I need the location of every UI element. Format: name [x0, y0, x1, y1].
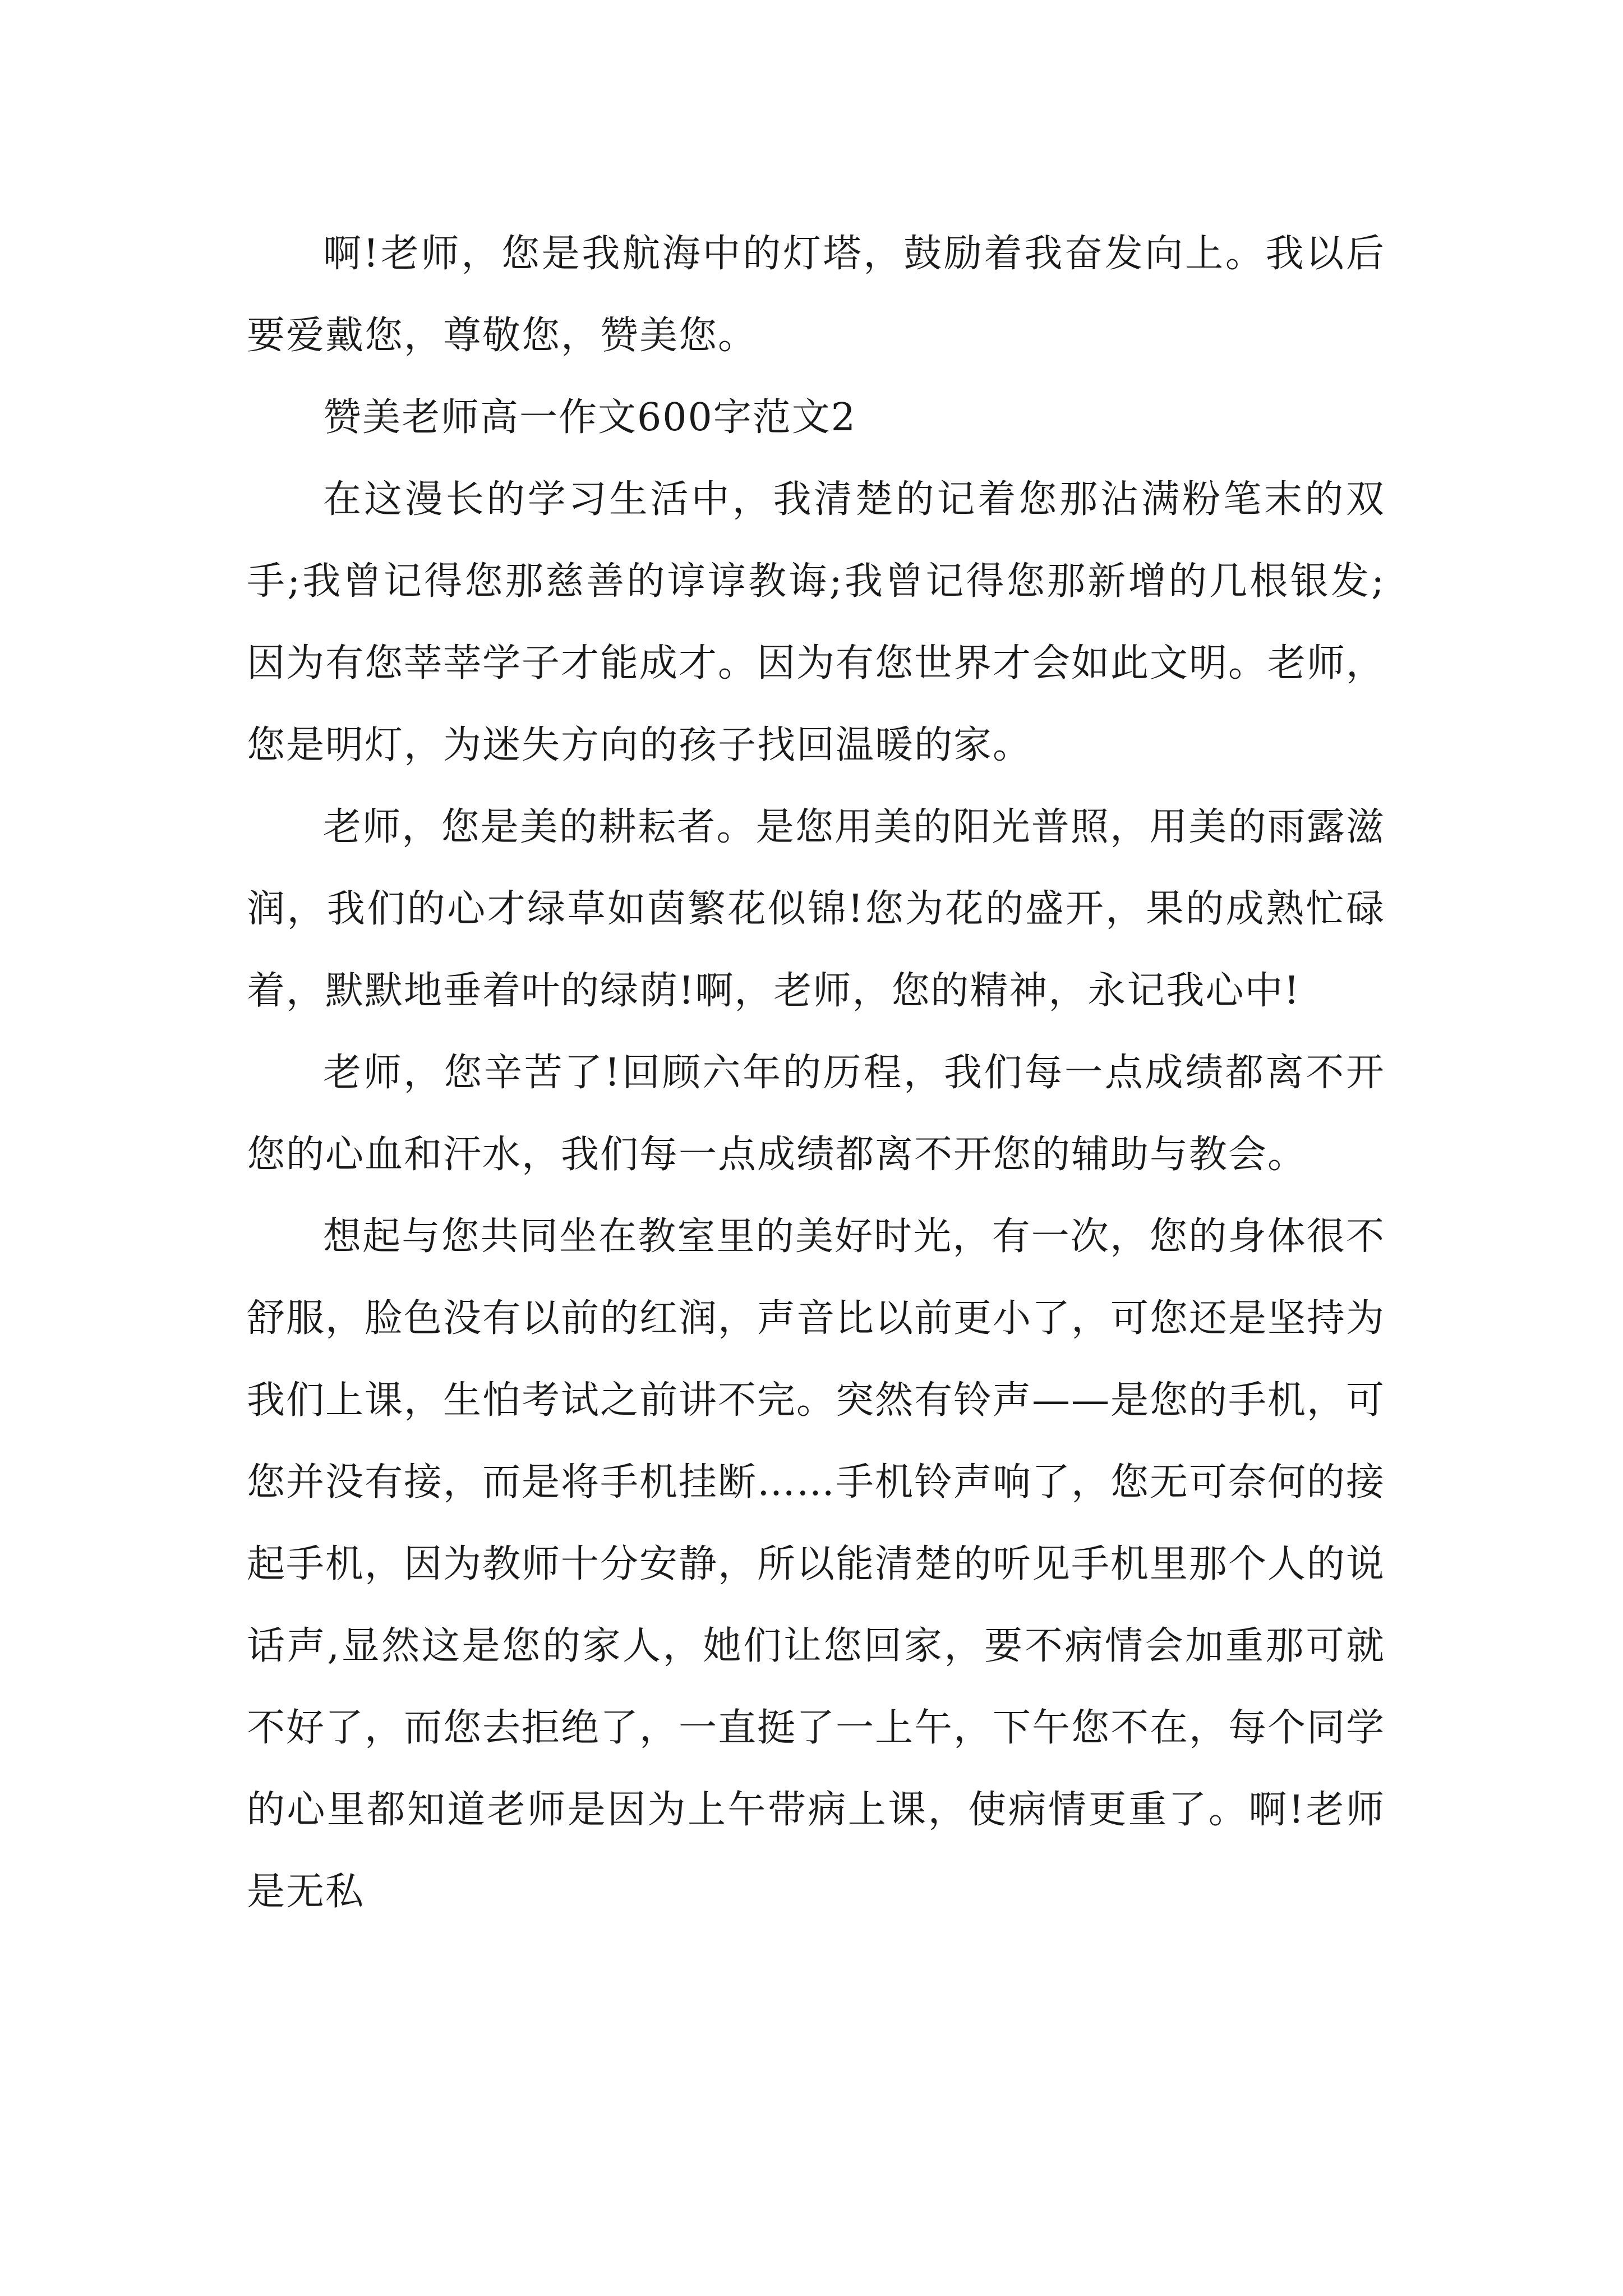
paragraph-cultivator: 老师，您是美的耕耘者。是您用美的阳光普照，用美的雨露滋润，我们的心才绿草如茵繁花似锦!您为花的盛开，果的成熟忙碌着，默默地垂着叶的绿荫!啊，老师，您的精神，永记我心中!	[247, 805, 1385, 1013]
essay-title: 赞美老师高一作文600字范文2	[323, 395, 857, 440]
paragraph-lighthouse: 啊!老师，您是我航海中的灯塔，鼓励着我奋发向上。我以后要爱戴您，尊敬您，赞美您。	[247, 232, 1385, 358]
paragraph-chalk-hands: 在这漫长的学习生活中，我清楚的记着您那沾满粉笔末的双手;我曾记得您那慈善的谆谆教诲;我曾记得您那新增的几根银发;因为有您莘莘学子才能成才。因为有您世界才会如此文明。老师，您是明灯，为迷失方向的孩子找回温暖的家。	[247, 477, 1386, 767]
document-body	[247, 213, 1385, 1933]
paragraph-classroom-memory: 想起与您共同坐在教室里的美好时光，有一次，您的身体很不舒服，脸色没有以前的红润，声音比以前更小了，可您还是坚持为我们上课，生怕考试之前讲不完。突然有铃声——是您的手机，可您并没有接，而是将手机挂断……手机铃声响了，您无可奈何的接起手机，因为教师十分安静，所以能清楚的听见手机里那个人的说话声,显然这是您的家人，她们让您回家，要不病情会加重那可就不好了，而您去拒绝了，一直挺了一上午，下午您不在，每个同学的心里都知道老师是因为上午带病上课，使病情更重了。啊!老师是无私	[247, 1214, 1386, 1914]
paragraph-six-years: 老师，您辛苦了!回顾六年的历程，我们每一点成绩都离不开您的心血和汗水，我们每一点成绩都离不开您的辅助与教会。	[247, 1051, 1385, 1177]
